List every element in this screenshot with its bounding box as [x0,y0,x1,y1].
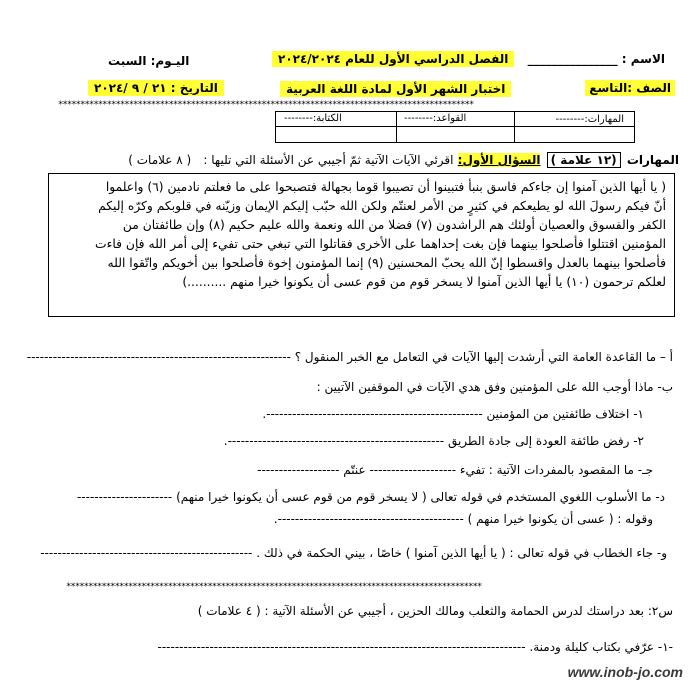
answer-blank[interactable]: --------------------------------------------------. [223,434,445,448]
skills-cell: المهارات:-------- [555,114,624,125]
passage-line: فأصلحوا بينهما بالعدل واقسطوا إنّ الله يحبّ المحسنين (٩) إنما المؤمنون إخوة فأصلحوا بين أخويكم واتّقوا الله [107,256,666,270]
question-d2 [274,512,653,526]
answer-blank[interactable]: ---------------------- [76,490,173,504]
name-label: الاسم : [621,52,665,66]
q1-marks: ( ٨ علامات ) [128,153,192,167]
question-a [27,350,673,364]
separator-top: ********************************************************************************************** [58,100,474,110]
grade-label: الصف :التاسع [585,80,675,96]
q1-skills-prefix: المهارات [626,153,679,167]
q1-header [128,153,679,167]
separator-bottom: ********************************************************************************************** [66,582,482,592]
answer-blank[interactable]: ------------------------------------------------- [40,546,253,560]
watermark: www.inob-jo.com [567,664,683,680]
passage-line: الكفر والفسوق والعصيان أولئك هم الراشدون (٧) فضلا من الله ونعمة والله عليم حكيم (٨) وإن طائفتان من [122,218,666,232]
question-d1 [77,490,665,504]
question-b2 [224,434,644,448]
writing-cell: الكتابة:-------- [284,113,342,124]
term-title: الفصل الدراسي الأول للعام ٢٠٢٤/٢٠٢٤ [272,51,514,67]
question-c [257,463,653,477]
question-e [40,546,667,560]
q1-marks-badge: (١٢ علامة ) [547,152,621,168]
name-blank: _______________ [527,52,618,66]
q1-instruction: اقرئي الآيات الآتية ثمّ أجيبي عن الأسئلة التي تليها : [203,153,454,167]
passage-line: لعلكم ترحمون (١٠) يا أيها الذين آمنوا لا يسخر قوم من قوم عسى أن يكونوا خيرا منهم ..........) [182,275,666,289]
answer-blank[interactable]: ------------------------------------------------------------------------------------- [157,640,526,654]
question-a-text: أ – ما القاعدة العامة التي أرشدت إليها الآيات في التعامل مع الخبر المنقول ؟ [294,350,673,364]
question-b2-text: ٢- رفض طائفة العودة إلى جادة الطريق [447,434,644,448]
passage-line: ( يا أيها الذين آمنوا إن جاءكم فاسق بنبأ فتبينوا أن تصيبوا قوما بجهالة فتصبحوا على ما فعلتم نادمين (٦) واعلموا [105,180,666,194]
q2-item1 [158,640,673,654]
answer-blank[interactable]: -------------------------------------------. [273,512,464,526]
exam-title: اختبار الشهر الأول لمادة اللغة العربية [280,81,511,97]
date-label: التاريخ : ٢١ / ٩ /٢٠٢٤ [88,80,224,96]
question-b1 [262,407,644,421]
question-c-word: عنتّم [343,463,366,477]
skills-table [275,111,635,143]
passage-line: المؤمنين اقتتلوا فأصلحوا بينهما فإن بغت إحداهما على الأخرى فقاتلوا التي تبغي حتى تفيء إلى أمر الله فإن فاءت [95,237,666,251]
answer-blank[interactable]: ------------------- [257,463,340,477]
q1-label: السؤال الأول: [457,153,541,167]
passage-line: أنّ فيكم رسولَ الله لو يطيعكم في كثيرٍ من الأمر لعنتّم ولكن الله حبّب إليكم الإيمان وزيّنه في قلوبكم وكرّه إليكم [98,199,666,213]
question-d2-text: وقوله : ( عسى أن يكونوا خيرا منهم ) [467,512,653,526]
day-label: اليـوم: السبت [108,54,190,68]
q2-item1-text: -١- عرّفي بكتاب كليلة ودمنة. [529,640,673,654]
grammar-cell: القواعد:-------- [404,113,467,124]
answer-blank[interactable]: --------------------------------------------------. [262,407,483,421]
question-b1-text: ١- اختلاف طائفتين من المؤمنين [486,407,644,421]
question-e-text: و- جاء الخطاب في قوله تعالى : ( يا أيها الذين آمنوا ) خاصًا ، بيني الحكمة في ذلك . [256,546,667,560]
question-d1-text: د- ما الأسلوب اللغوي المستخدم في قوله تعالى ( لا يسخر قوم من قوم عسى أن يكونوا خيرا منهم) [176,490,665,504]
question-c-text: جـ- ما المقصود بالمفردات الآتية : تفيء [459,463,653,477]
answer-blank[interactable]: -------------------- [369,463,457,477]
q2-intro: س٢: بعد دراستك لدرس الحمامة والثعلب ومالك الحزين ، أجيبي عن الأسئلة الآتية : ( ٤ علامات ) [197,604,673,618]
answer-blank[interactable]: ------------------------------------------------------------- [26,350,291,364]
passage-box [48,173,675,317]
question-b: ب- ماذا أوجب الله على المؤمنين وفق هدي الآيات في الموقفين الآتيين : [316,380,673,394]
